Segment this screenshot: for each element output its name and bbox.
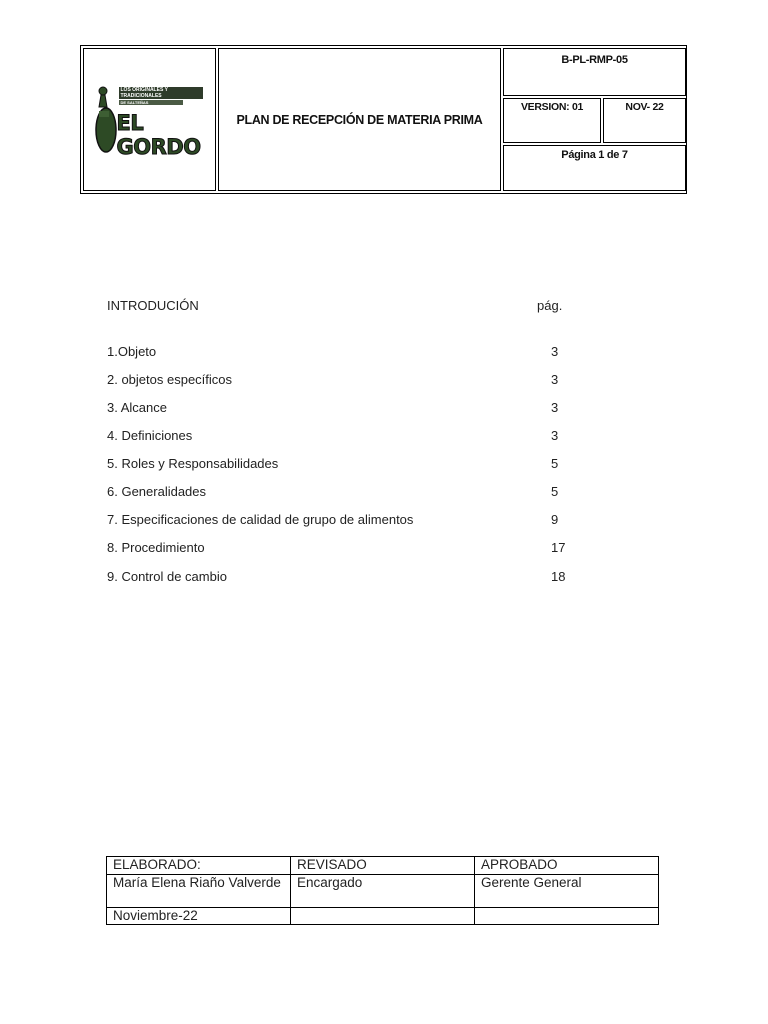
document-header [80,45,687,194]
signoff-header-row [107,857,659,875]
toc-item: 3. Alcance 3 [107,400,559,415]
signoff-name-revisado: Encargado [291,875,475,908]
toc-item: 9. Control de cambio 18 [107,569,566,584]
toc-item: 1.Objeto 3 [107,344,559,359]
logo-cell [83,48,216,191]
toc-item: 4. Definiciones 3 [107,428,559,443]
signoff-name-elaborado: María Elena Riaño Valverde [107,875,291,908]
signoff-dates-row [107,908,659,925]
signoff-names-row [107,875,659,908]
toc-item: 2. objetos específicos 3 [107,372,559,387]
toc-item: 6. Generalidades 5 [107,484,559,499]
document-code: B-PL-RMP-05 [503,48,686,96]
logo-name: EL GORDO [116,110,201,159]
signoff-header-elaborado: ELABORADO: [107,857,291,875]
signoff-table [106,856,659,925]
toc-heading: INTRODUCIÓN [107,298,199,313]
signoff-header-revisado: REVISADO [291,857,475,875]
signoff-date-aprobado [475,908,659,925]
signoff-date-revisado [291,908,475,925]
page-number: Página 1 de 7 [503,145,686,191]
company-logo [95,85,205,159]
signoff-header-aprobado: APROBADO [475,857,659,875]
signoff-name-aprobado: Gerente General [475,875,659,908]
toc-item: 8. Procedimiento 17 [107,540,566,555]
toc-page-label: pág. [537,298,563,313]
logo-tagline: LOS ORIGINALES Y TRADICIONALES DE SALTEÑAS [119,87,203,105]
toc-item: 7. Especificaciones de calidad de grupo de alimentos 9 [107,512,559,527]
document-title: PLAN DE RECEPCIÓN DE MATERIA PRIMA [218,48,501,191]
signoff-date-elaborado: Noviembre-22 [107,908,291,925]
toc-item: 5. Roles y Responsabilidades 5 [107,456,559,471]
document-version: VERSION: 01 [503,98,601,143]
document-date: NOV- 22 [603,98,686,143]
